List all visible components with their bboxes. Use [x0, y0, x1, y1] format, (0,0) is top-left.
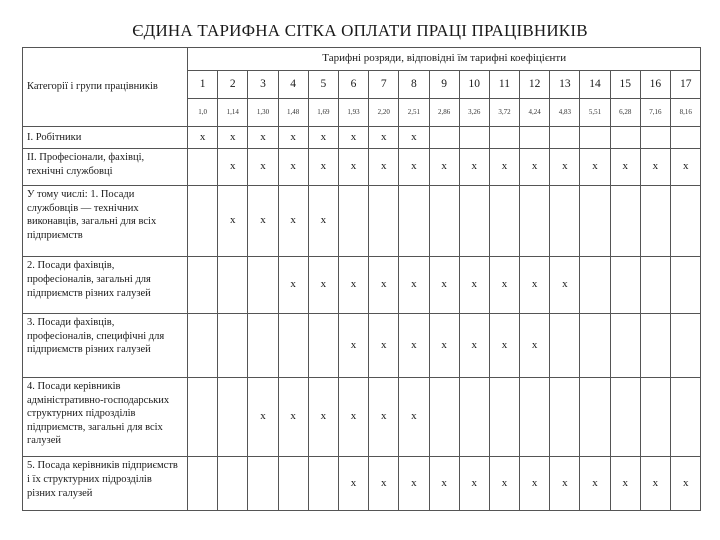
grade-mark-cell: x [248, 186, 278, 257]
grade-cell: 5 [308, 70, 338, 98]
table-row [23, 186, 701, 257]
grade-mark-cell: x [550, 257, 580, 314]
grade-mark-cell [610, 257, 640, 314]
grade-mark-cell [610, 186, 640, 257]
grade-mark-cell: x [429, 149, 459, 186]
grade-mark-cell: x [278, 377, 308, 456]
grade-mark-cell [640, 186, 670, 257]
grade-mark-cell: x [248, 149, 278, 186]
tariff-grid-table [22, 47, 701, 511]
coefficient-cell: 1,93 [338, 98, 368, 127]
grade-mark-cell: x [338, 313, 368, 377]
grades-group-header: Тарифні розряди, відповідні їм тарифні коефіцієнти [188, 48, 701, 71]
grade-mark-cell [188, 186, 218, 257]
grade-mark-cell [580, 257, 610, 314]
coefficient-cell: 1,14 [218, 98, 248, 127]
table-row [23, 377, 701, 456]
grade-mark-cell [671, 377, 701, 456]
grade-mark-cell: x [489, 149, 519, 186]
grade-mark-cell: x [489, 457, 519, 511]
grade-mark-cell [369, 186, 399, 257]
grade-mark-cell: x [369, 257, 399, 314]
grade-mark-cell [520, 377, 550, 456]
grade-cell: 1 [188, 70, 218, 98]
grade-mark-cell: x [459, 313, 489, 377]
grade-mark-cell: x [308, 127, 338, 149]
grade-mark-cell [429, 127, 459, 149]
grade-mark-cell: x [429, 457, 459, 511]
grade-mark-cell [520, 127, 550, 149]
grade-mark-cell [520, 186, 550, 257]
grade-mark-cell [429, 377, 459, 456]
grade-mark-cell: x [308, 377, 338, 456]
grade-cell: 8 [399, 70, 429, 98]
table-row [23, 457, 701, 511]
grade-mark-cell [580, 127, 610, 149]
grade-cell: 15 [610, 70, 640, 98]
grade-mark-cell [278, 313, 308, 377]
grade-mark-cell [188, 457, 218, 511]
grade-cell: 7 [369, 70, 399, 98]
grade-mark-cell [550, 127, 580, 149]
coefficient-cell: 2,51 [399, 98, 429, 127]
grade-mark-cell: x [338, 149, 368, 186]
category-label: I. Робітники [23, 127, 188, 149]
grade-cell: 14 [580, 70, 610, 98]
category-header: Категорії і групи працівників [23, 48, 188, 127]
grade-mark-cell [671, 257, 701, 314]
grade-mark-cell: x [218, 127, 248, 149]
grade-mark-cell [459, 186, 489, 257]
grade-mark-cell [188, 149, 218, 186]
grade-mark-cell: x [338, 377, 368, 456]
grade-mark-cell [399, 186, 429, 257]
grade-mark-cell [610, 313, 640, 377]
table-row [23, 313, 701, 377]
grade-mark-cell: x [218, 149, 248, 186]
coefficient-cell: 5,51 [580, 98, 610, 127]
grade-mark-cell [429, 186, 459, 257]
coefficient-cell: 6,28 [610, 98, 640, 127]
grade-mark-cell [188, 377, 218, 456]
grade-mark-cell: x [489, 257, 519, 314]
grade-mark-cell: x [278, 127, 308, 149]
category-label: 4. Посади керівників адміністративно-господарських структурних підрозділів підприємств, загальні для всіх галузей [23, 377, 188, 456]
grade-mark-cell [610, 127, 640, 149]
grade-mark-cell: x [369, 149, 399, 186]
coefficient-cell: 3,26 [459, 98, 489, 127]
grade-mark-cell [308, 457, 338, 511]
grade-mark-cell: x [278, 186, 308, 257]
grade-mark-cell [218, 313, 248, 377]
coefficient-cell: 1,69 [308, 98, 338, 127]
grade-mark-cell [248, 257, 278, 314]
grade-mark-cell [580, 186, 610, 257]
grade-mark-cell [218, 457, 248, 511]
grade-mark-cell: x [248, 127, 278, 149]
category-label: 5. Посада керівників підприємств і їх структурних підрозділів різних галузей [23, 457, 188, 511]
grade-mark-cell [580, 313, 610, 377]
grade-mark-cell: x [338, 127, 368, 149]
grade-mark-cell: x [248, 377, 278, 456]
grade-mark-cell: x [429, 313, 459, 377]
grade-cell: 3 [248, 70, 278, 98]
grade-mark-cell: x [610, 149, 640, 186]
grade-mark-cell: x [399, 257, 429, 314]
grade-mark-cell: x [520, 149, 550, 186]
grade-mark-cell: x [399, 127, 429, 149]
grade-mark-cell: x [218, 186, 248, 257]
grade-mark-cell: x [338, 257, 368, 314]
grade-cell: 17 [671, 70, 701, 98]
grade-mark-cell [489, 186, 519, 257]
grade-mark-cell: x [188, 127, 218, 149]
grade-mark-cell [580, 377, 610, 456]
category-label: II. Професіонали, фахівці, технічні службовці [23, 149, 188, 186]
grade-cell: 12 [520, 70, 550, 98]
header-row-group [23, 48, 701, 71]
coefficient-cell: 8,16 [671, 98, 701, 127]
grade-cell: 6 [338, 70, 368, 98]
grade-mark-cell [459, 127, 489, 149]
grade-mark-cell [550, 186, 580, 257]
grade-mark-cell [550, 377, 580, 456]
coefficient-cell: 2,20 [369, 98, 399, 127]
grade-mark-cell: x [429, 257, 459, 314]
grade-mark-cell [248, 457, 278, 511]
grade-mark-cell [489, 377, 519, 456]
grade-mark-cell [218, 257, 248, 314]
grade-mark-cell: x [640, 149, 670, 186]
grade-mark-cell [671, 127, 701, 149]
grade-mark-cell [459, 377, 489, 456]
grade-mark-cell: x [399, 149, 429, 186]
grade-mark-cell [671, 313, 701, 377]
grade-mark-cell [640, 127, 670, 149]
grade-mark-cell: x [671, 457, 701, 511]
table-row [23, 149, 701, 186]
grade-mark-cell: x [520, 313, 550, 377]
grade-mark-cell: x [399, 313, 429, 377]
grade-mark-cell: x [369, 377, 399, 456]
grade-mark-cell [248, 313, 278, 377]
grade-mark-cell [610, 377, 640, 456]
grade-mark-cell: x [459, 257, 489, 314]
grade-mark-cell: x [399, 457, 429, 511]
grade-mark-cell [489, 127, 519, 149]
grade-mark-cell [278, 457, 308, 511]
grade-mark-cell [218, 377, 248, 456]
coefficient-cell: 3,72 [489, 98, 519, 127]
coefficient-cell: 1,0 [188, 98, 218, 127]
grade-mark-cell [308, 313, 338, 377]
grade-mark-cell: x [278, 257, 308, 314]
grade-mark-cell [640, 257, 670, 314]
grade-cell: 13 [550, 70, 580, 98]
grade-cell: 10 [459, 70, 489, 98]
page-title: ЄДИНА ТАРИФНА СІТКА ОПЛАТИ ПРАЦІ ПРАЦІВНИКІВ [132, 21, 588, 40]
grade-mark-cell: x [308, 149, 338, 186]
grade-mark-cell [188, 257, 218, 314]
grade-mark-cell: x [459, 149, 489, 186]
grade-mark-cell: x [338, 457, 368, 511]
grade-mark-cell [640, 313, 670, 377]
grade-mark-cell: x [580, 457, 610, 511]
grade-mark-cell: x [369, 127, 399, 149]
coefficient-cell: 1,30 [248, 98, 278, 127]
grade-mark-cell: x [550, 457, 580, 511]
grade-mark-cell: x [580, 149, 610, 186]
grade-cell: 16 [640, 70, 670, 98]
coefficient-cell: 7,16 [640, 98, 670, 127]
grade-mark-cell: x [278, 149, 308, 186]
category-label: 3. Посади фахівців, професіоналів, специфічні для підприємств різних галузей [23, 313, 188, 377]
category-label: У тому числі: 1. Посади службовців — технічних виконавців, загальні для всіх підприємств [23, 186, 188, 257]
grade-mark-cell: x [520, 257, 550, 314]
grade-cell: 11 [489, 70, 519, 98]
category-rows [23, 127, 701, 511]
grade-mark-cell: x [550, 149, 580, 186]
coefficient-cell: 4,83 [550, 98, 580, 127]
grade-mark-cell: x [671, 149, 701, 186]
grade-mark-cell [640, 377, 670, 456]
grade-mark-cell: x [369, 457, 399, 511]
grade-mark-cell [671, 186, 701, 257]
grade-mark-cell [338, 186, 368, 257]
grade-mark-cell: x [610, 457, 640, 511]
grade-mark-cell: x [489, 313, 519, 377]
grade-mark-cell: x [459, 457, 489, 511]
coefficient-cell: 4,24 [520, 98, 550, 127]
table-row [23, 127, 701, 149]
grade-mark-cell: x [308, 186, 338, 257]
table-row [23, 257, 701, 314]
grade-mark-cell: x [520, 457, 550, 511]
grade-cell: 9 [429, 70, 459, 98]
grade-mark-cell: x [308, 257, 338, 314]
grade-mark-cell: x [640, 457, 670, 511]
grade-mark-cell [188, 313, 218, 377]
grade-cell: 4 [278, 70, 308, 98]
category-label: 2. Посади фахівців, професіоналів, загальні для підприємств різних галузей [23, 257, 188, 314]
coefficient-cell: 1,48 [278, 98, 308, 127]
grade-cell: 2 [218, 70, 248, 98]
grade-mark-cell: x [399, 377, 429, 456]
grade-mark-cell [550, 313, 580, 377]
coefficient-cell: 2,86 [429, 98, 459, 127]
grade-mark-cell: x [369, 313, 399, 377]
